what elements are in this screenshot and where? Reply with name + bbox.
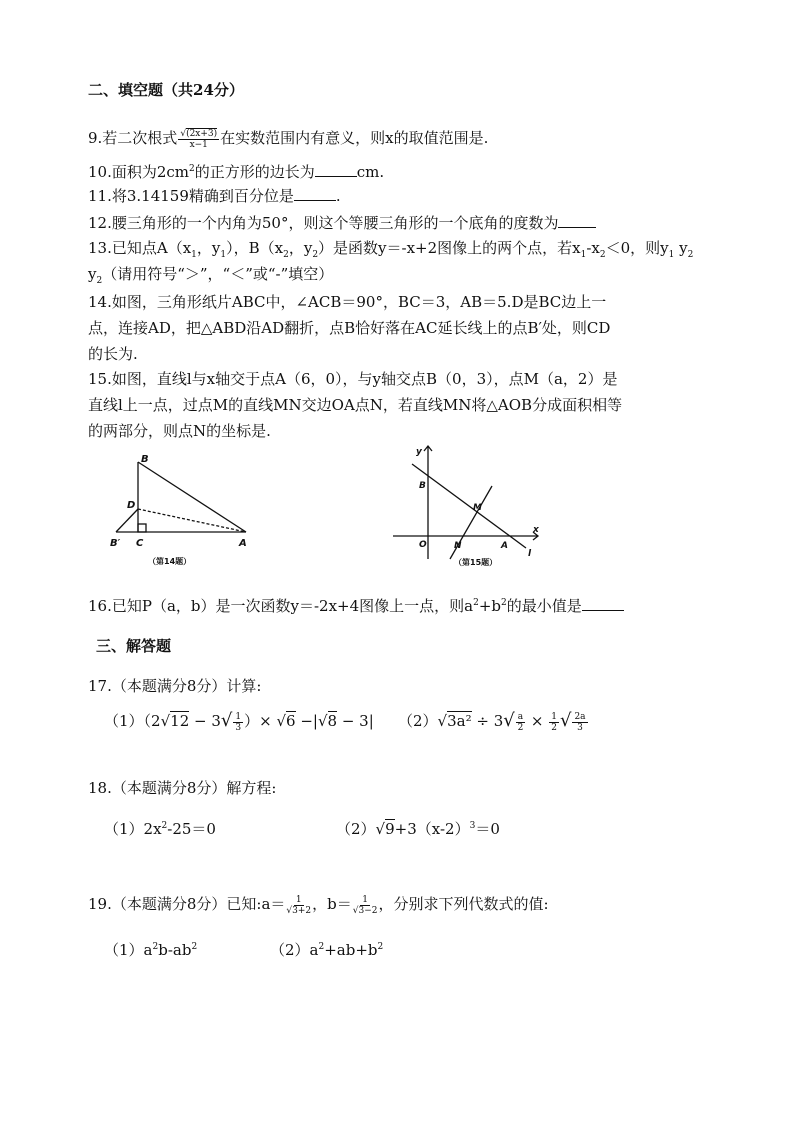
fig14-label-B-prime: B′ [110,538,121,549]
question-15-line-1: 15.如图，直线l与x轴交于点A（6，0），与y轴交点B（0，3），点M（a，2）是 [88,370,618,388]
fig15-label-N: N [454,541,462,551]
fig15-label-x: x [533,525,539,535]
fig14-label-A: A [239,538,247,549]
question-13-line-1: 13.已知点$A(x_1$，$y_1$），$B(x_2$，$y_2$）是函数y＝-x+2图像上的两个点，若$x_1-x_2<0$，则$y_1$ $y_2$ [88,239,694,260]
question-17-part-1: （1）（2√12 − 3√ $\frac{1}{3}$ ）× √6 −|√8 − 3| [104,710,374,733]
answer-blank[interactable] [582,596,624,611]
fig14-label-B: B [141,454,149,465]
section-2-title: 二、填空题（共24分） [88,81,244,99]
fig15-label-y: y [416,447,422,457]
fig15-label-M: M [473,503,482,513]
question-12: 12.腰三角形的一个内角为50°，则这个等腰三角形的一个底角的度数为 [88,213,596,233]
figure-14 [108,450,258,572]
question-17-part-2: （2）√3a² ÷ 3√ $\frac{a}{2}$ × $\frac{1}{2}$ √ $\frac{2a}{3}$ [398,710,586,733]
question-17-title: 17.（本题满分8分）计算: [88,677,262,695]
question-15-line-2: 直线l上一点，过点M的直线MN交边OA点N，若直线MN将△AOB分成面积相等 [88,396,623,414]
question-14-line-1: 14.如图，三角形纸片ABC中，∠ACB＝90°，BC＝3，AB＝5.D是BC边上一 [88,293,607,311]
question-18-part-2: $(2)√9+3(x-2)^3=0$ [336,820,500,838]
fig15-label-O: O [419,540,427,550]
fig15-label-A: A [501,541,508,551]
question-11: 11.将3.14159精确到百分位是 . [88,187,341,205]
question-10: 10.面积为$2cm^2$的正方形的边长为 cm. [88,163,385,181]
fig15-label-B: B [419,481,426,491]
question-19-part-2: $(2)a^2+ab+b^2$ [270,941,384,959]
fig14-caption: （第14题） [148,557,192,566]
question-9: 9.若二次根式 $\frac{√(2x+3)}{x-1}$ 在实数范围内有意义，则x的取值范围是. [88,128,489,150]
fig14-label-D: D [127,500,136,511]
fig15-caption: （第15题） [454,558,498,567]
question-19: 19.（本题满分8分）已知:a＝ $\frac{1}{√3+2}$ ，b＝ $\frac{1}{√3-2}$ ，分别求下列代数式的值: [88,894,549,916]
question-14-line-3: 的长为. [88,345,138,363]
question-13-line-2: $y_2$（请用符号“＞”，“＜”或“-”填空） [88,265,334,286]
q9-fraction: $\frac{√(2x+3)}{x-1}$ [180,128,218,150]
fig14-label-C: C [136,538,144,549]
section-3-title: 三、解答题 [96,637,172,655]
question-15-line-3: 的两部分，则点N的坐标是. [88,422,271,440]
question-16: 16.已知P（a，b）是一次函数y＝-2x+4图像上一点，则$a^2+b^2$的最小值是 [88,593,624,616]
question-18-title: 18.（本题满分8分）解方程: [88,779,277,797]
question-19-part-1: $(1)a^2b-ab^2$ [104,941,198,959]
fig15-label-l: l [528,549,532,559]
question-18-part-1: $(1)2x^2-25=0$ [104,820,216,838]
answer-blank[interactable] [294,186,336,201]
question-14-line-2: 点，连接AD，把△ABD沿AD翻折，点B恰好落在AC延长线上的点B′处，则CD [88,319,611,337]
answer-blank[interactable] [315,162,357,177]
figure-15 [388,444,548,572]
answer-blank[interactable] [558,213,596,228]
